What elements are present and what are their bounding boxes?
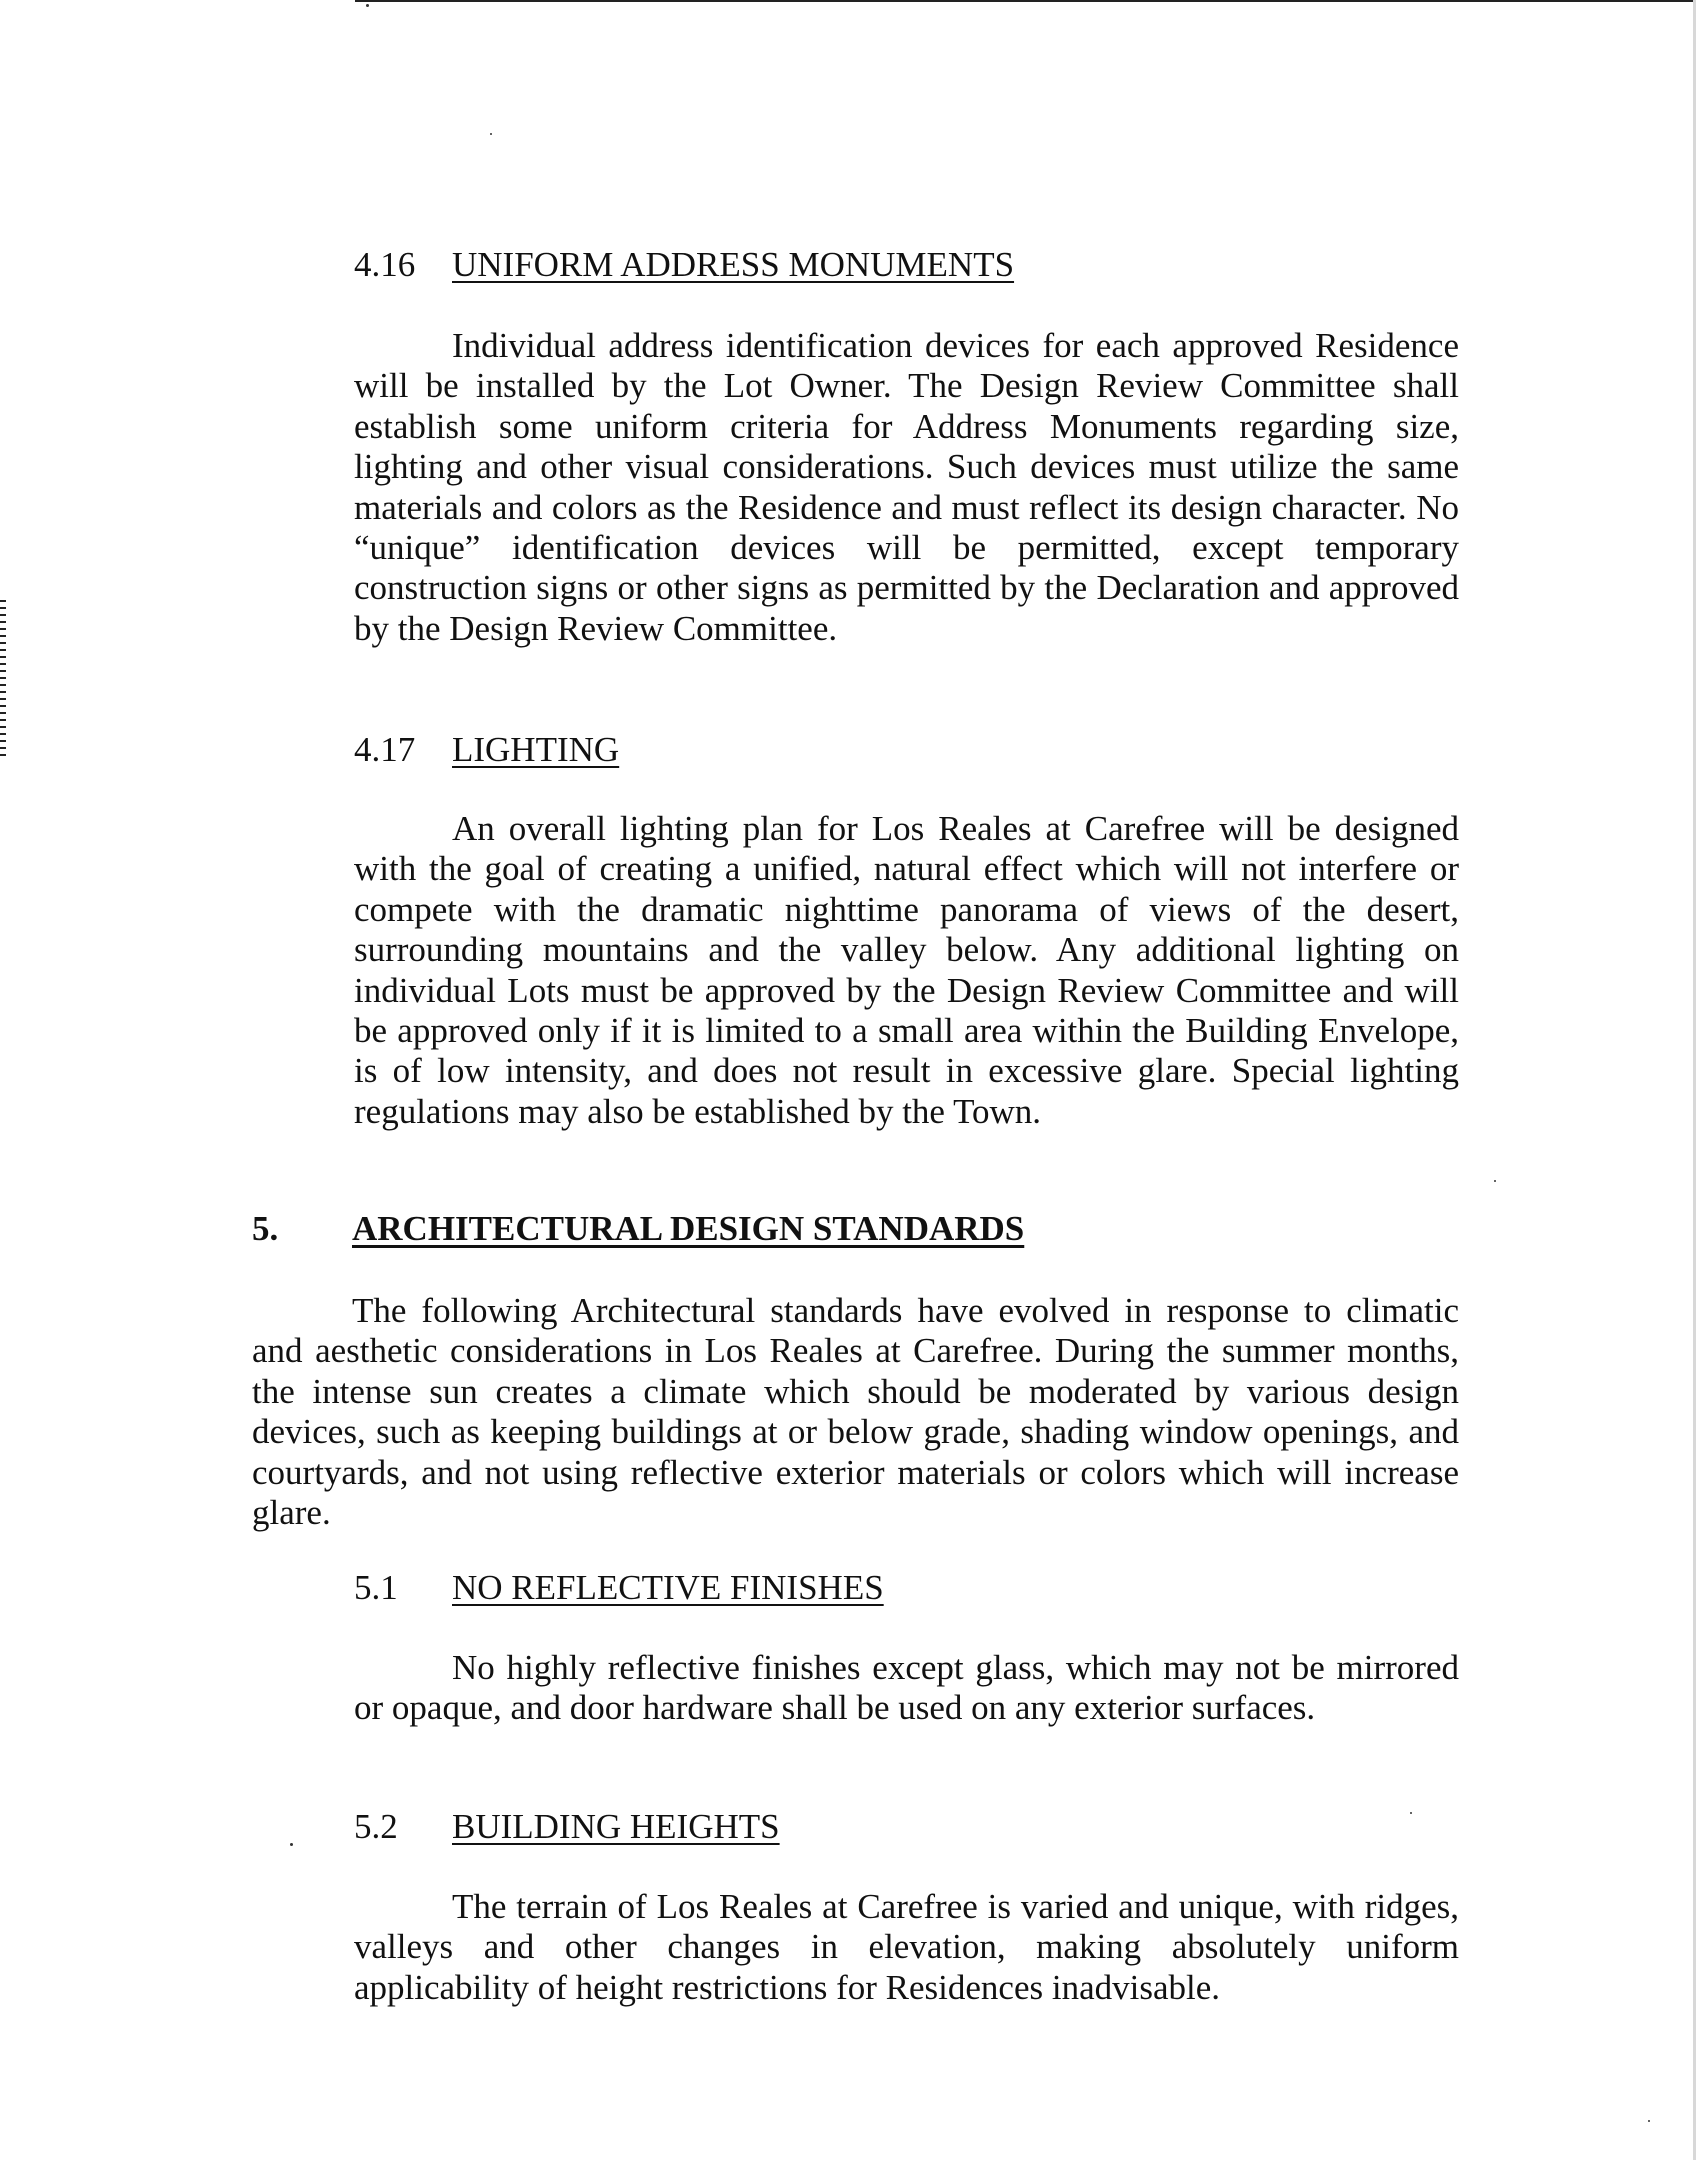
section-title: BUILDING HEIGHTS bbox=[452, 1807, 780, 1846]
section-number: 5.2 bbox=[354, 1807, 398, 1846]
scan-speck bbox=[1410, 1812, 1412, 1814]
scan-speck bbox=[1648, 2120, 1650, 2122]
scan-binding-marks bbox=[0, 600, 6, 760]
section-body-4-17: An overall lighting plan for Los Reales at Carefree will be designed with the goal of creating a unified, natural effect which will not interfere or compete with the dramatic nighttime panorama of views of the desert, surrounding mountains and the valley below. Any additional lighting on individual Lots must be approved by the Design Review Committee and will be approved only if it is limited to a small area within the Building Envelope, is of low intensity, and does not result in excessive glare. Special lighting regulations may also be established by the Town. bbox=[354, 809, 1459, 1131]
section-number: 5.1 bbox=[354, 1568, 398, 1607]
scan-border-line bbox=[355, 0, 1696, 2]
section-heading-5 bbox=[252, 1209, 1024, 1249]
section-heading-4-17 bbox=[354, 730, 619, 770]
section-number: 4.16 bbox=[354, 245, 416, 284]
section-number: 5. bbox=[252, 1209, 279, 1248]
section-heading-4-16 bbox=[354, 245, 1014, 285]
section-body-4-16: Individual address identification devices for each approved Residence will be installed by the Lot Owner. The Design Review Committee shall establish some uniform criteria for Address Monuments regarding size, lighting and other visual considerations. Such devices must utilize the same materials and colors as the Residence and must reflect its design character. No “unique” identification devices will be permitted, except temporary construction signs or other signs as permitted by the Declaration and approved by the Design Review Committee. bbox=[354, 326, 1459, 648]
section-body-5: The following Architectural standards have evolved in response to climatic and aesthetic considerations in Los Reales at Carefree. During the summer months, the intense sun creates a climate which should be moderated by various design devices, such as keeping buildings at or below grade, shading window openings, and courtyards, and not using reflective exterior materials or colors which will increase glare. bbox=[252, 1291, 1459, 1533]
section-heading-5-2 bbox=[354, 1807, 780, 1847]
section-title: UNIFORM ADDRESS MONUMENTS bbox=[452, 245, 1015, 284]
section-title: NO REFLECTIVE FINISHES bbox=[452, 1568, 884, 1607]
section-body-5-1: No highly reflective finishes except glass, which may not be mirrored or opaque, and door hardware shall be used on any exterior surfaces. bbox=[354, 1648, 1459, 1728]
section-number: 4.17 bbox=[354, 730, 416, 769]
scan-speck bbox=[366, 4, 369, 7]
section-title: ARCHITECTURAL DESIGN STANDARDS bbox=[352, 1209, 1025, 1248]
scan-speck bbox=[1494, 1180, 1496, 1182]
scan-speck bbox=[290, 1843, 293, 1846]
section-title: LIGHTING bbox=[452, 730, 620, 769]
section-heading-5-1 bbox=[354, 1568, 884, 1608]
scan-speck bbox=[490, 133, 492, 135]
section-body-5-2: The terrain of Los Reales at Carefree is varied and unique, with ridges, valleys and other changes in elevation, making absolutely uniform applicability of height restrictions for Residences inadvisable. bbox=[354, 1887, 1459, 2007]
